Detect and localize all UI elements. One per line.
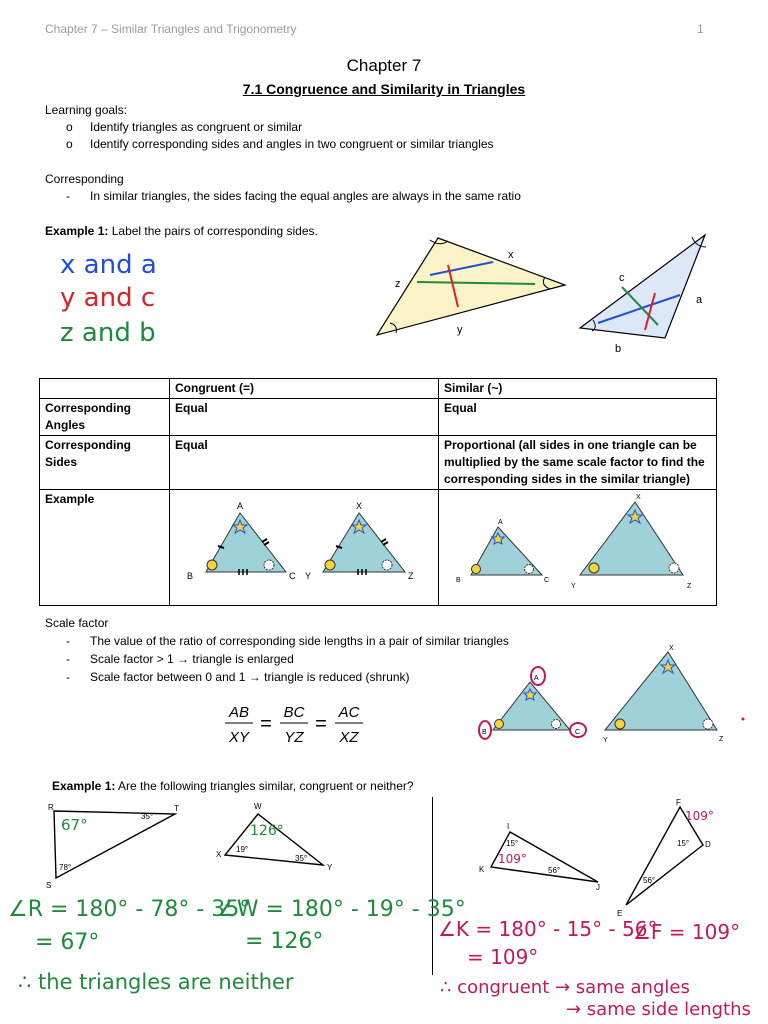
equals-sign: = [260, 713, 272, 735]
smiley-icon [589, 563, 599, 573]
label-y: y [457, 324, 463, 336]
table-cell: Equal [170, 436, 439, 490]
tick-mark [383, 542, 388, 545]
label-S: S [46, 881, 52, 890]
dash-bullet: - [66, 634, 70, 648]
example1-heading: Example 1: Label the pairs of corresponding sides. [45, 224, 318, 238]
table-cell: Equal [439, 399, 717, 436]
page-number: 1 [697, 22, 704, 36]
label-C: C [575, 729, 581, 736]
label-A: A [534, 675, 539, 682]
label-X: X [356, 501, 363, 511]
table-cell: Corresponding Angles [40, 399, 170, 436]
corresponding-label: Corresponding [45, 172, 124, 186]
section-title: 7.1 Congruence and Similarity in Triangles [242, 81, 526, 97]
label-J: J [596, 883, 600, 892]
label-E: E [617, 909, 623, 918]
scale-factor-item-3: Scale factor between 0 and 1 → triangle is reduced (shrunk) [90, 670, 410, 684]
label-C: C [544, 577, 550, 584]
label-z: z [395, 278, 401, 290]
learning-goal-2: Identify corresponding sides and angles in two congruent or similar triangles [90, 137, 494, 151]
table-cell [40, 379, 170, 399]
label-X: X [669, 645, 674, 652]
label-Y: Y [571, 583, 576, 590]
label-x: x [508, 249, 514, 261]
hand-work-f1: ∠F = 109° [633, 920, 741, 944]
ink-dot [742, 718, 745, 721]
bullet-icon: o [66, 120, 73, 134]
triangle-xyz [377, 238, 565, 335]
label-Y: Y [305, 571, 312, 581]
label-B: B [456, 577, 461, 584]
angle-s: 78° [59, 863, 72, 872]
hand-y-and-c: y and c [60, 283, 156, 313]
flower-icon [382, 560, 392, 570]
hand-work-w1: ∠W = 180° - 19° - 35° [217, 897, 466, 922]
label-Z: Z [687, 583, 692, 590]
dash-bullet: - [66, 652, 70, 666]
label-Z: Z [719, 736, 724, 743]
triangles-ijk-def-figure [470, 795, 730, 925]
example2-heading: Example 1: Are the following triangles similar, congruent or neither? [52, 779, 414, 793]
angle-e: 56° [643, 876, 656, 885]
fraction-den-xy: XY [228, 729, 250, 746]
label-B: B [187, 571, 194, 581]
label-Y: Y [603, 737, 608, 744]
table-cell-similar-example [439, 490, 717, 606]
label-F: F [676, 798, 681, 807]
learning-goals-label: Learning goals: [45, 103, 128, 117]
label-X: X [636, 494, 641, 501]
angle-j: 56° [548, 866, 561, 875]
label-a: a [696, 294, 703, 306]
flower-icon [264, 560, 274, 570]
dash-bullet: - [66, 189, 70, 203]
smiley-icon [325, 560, 335, 570]
bullet-icon: o [66, 137, 73, 151]
chapter-title: Chapter 7 [346, 56, 422, 75]
triangle-xyz-large [605, 652, 717, 730]
label-R: R [48, 803, 54, 812]
hand-angle-f: 109° [685, 809, 714, 823]
table-header-similar: Similar (~) [439, 379, 717, 399]
triangle-wxy [225, 814, 323, 865]
label-D: D [705, 840, 711, 849]
hand-conclusion-neither: ∴ the triangles are neither [18, 970, 294, 994]
table-cell: Equal [170, 399, 439, 436]
example1-triangles-figure [360, 225, 740, 360]
angle-i: 15° [506, 839, 519, 848]
table-row [40, 399, 717, 436]
divider [432, 797, 433, 975]
triangles-rst-wxy-figure [40, 800, 420, 900]
hand-work-r2: = 67° [35, 930, 100, 955]
flower-icon [552, 720, 561, 729]
equals-sign: = [315, 713, 327, 735]
corresponding-text: In similar triangles, the sides facing the equal angles are always in the same ratio [90, 189, 521, 203]
table-row [40, 436, 717, 490]
hand-work-w2: = 126° [245, 929, 324, 954]
label-c: c [619, 272, 625, 284]
triangle-xyz [323, 513, 405, 572]
hand-angle-k: 109° [498, 852, 527, 866]
hand-conclusion-same-sides: → same side lengths [566, 999, 751, 1020]
scale-factor-triangles-figure [465, 640, 755, 750]
hand-angle-r: 67° [61, 816, 88, 834]
label-A: A [498, 519, 503, 526]
table-header-row [40, 379, 717, 399]
fraction-den-yz: YZ [284, 729, 304, 746]
fraction-num-ac: AC [338, 704, 360, 721]
angle-d: 15° [677, 839, 690, 848]
flower-icon [669, 563, 679, 573]
hand-x-and-a: x and a [60, 250, 157, 280]
label-W: W [254, 802, 262, 811]
smiley-icon [207, 560, 217, 570]
dash-bullet: - [66, 670, 70, 684]
table-cell: Proportional (all sides in one triangle can be multiplied by the same scale factor to find the corresponding sides in the similar triangle) [439, 436, 717, 490]
ratio-equation [215, 698, 375, 750]
fraction-num-bc: BC [283, 704, 305, 721]
similar-triangles-figure [439, 490, 707, 600]
hand-conclusion-congruent: ∴ congruent → same angles [440, 977, 690, 998]
label-Y: Y [327, 863, 333, 872]
angle-t: 35° [141, 812, 154, 821]
congruent-triangles-figure [170, 490, 438, 600]
label-I: I [507, 822, 510, 831]
angle-x: 19° [236, 845, 249, 854]
comparison-table [39, 378, 717, 606]
running-header: Chapter 7 – Similar Triangles and Trigonometry [45, 22, 297, 36]
label-X: X [216, 850, 222, 859]
table-cell-congruent-example [170, 490, 439, 606]
flower-icon [703, 719, 713, 729]
smiley-icon [472, 565, 481, 574]
label-K: K [479, 865, 485, 874]
table-cell: Example [40, 490, 170, 606]
label-T: T [174, 804, 179, 813]
tick-mark [381, 539, 386, 542]
scale-factor-label: Scale factor [45, 616, 109, 630]
angle-y: 35° [295, 854, 308, 863]
label-b: b [615, 343, 622, 355]
table-cell: Corresponding Sides [40, 436, 170, 490]
smiley-icon [495, 720, 504, 729]
hand-work-k1: ∠K = 180° - 15° - 56° [438, 917, 658, 941]
fraction-den-xz: XZ [339, 729, 359, 746]
label-Z: Z [408, 571, 414, 581]
scale-factor-item-2: Scale factor > 1 → triangle is enlarged [90, 652, 294, 666]
scale-factor-item-1: The value of the ratio of corresponding side lengths in a pair of similar triangles [90, 634, 509, 648]
smiley-icon [615, 719, 625, 729]
table-row [40, 490, 717, 606]
hand-z-and-b: z and b [60, 318, 156, 348]
hand-angle-w: 126° [250, 823, 284, 839]
label-B: B [482, 729, 487, 736]
label-C: C [289, 571, 296, 581]
hand-work-k2: = 109° [467, 945, 539, 969]
hand-work-r1: ∠R = 180° - 78° - 35° [8, 897, 251, 922]
tick-mark [264, 542, 269, 545]
fraction-num-ab: AB [228, 704, 250, 721]
table-header-congruent: Congruent (=) [170, 379, 439, 399]
learning-goal-1: Identify triangles as congruent or similar [90, 120, 303, 134]
flower-icon [525, 565, 534, 574]
tick-mark [262, 539, 267, 542]
label-A: A [237, 501, 244, 511]
